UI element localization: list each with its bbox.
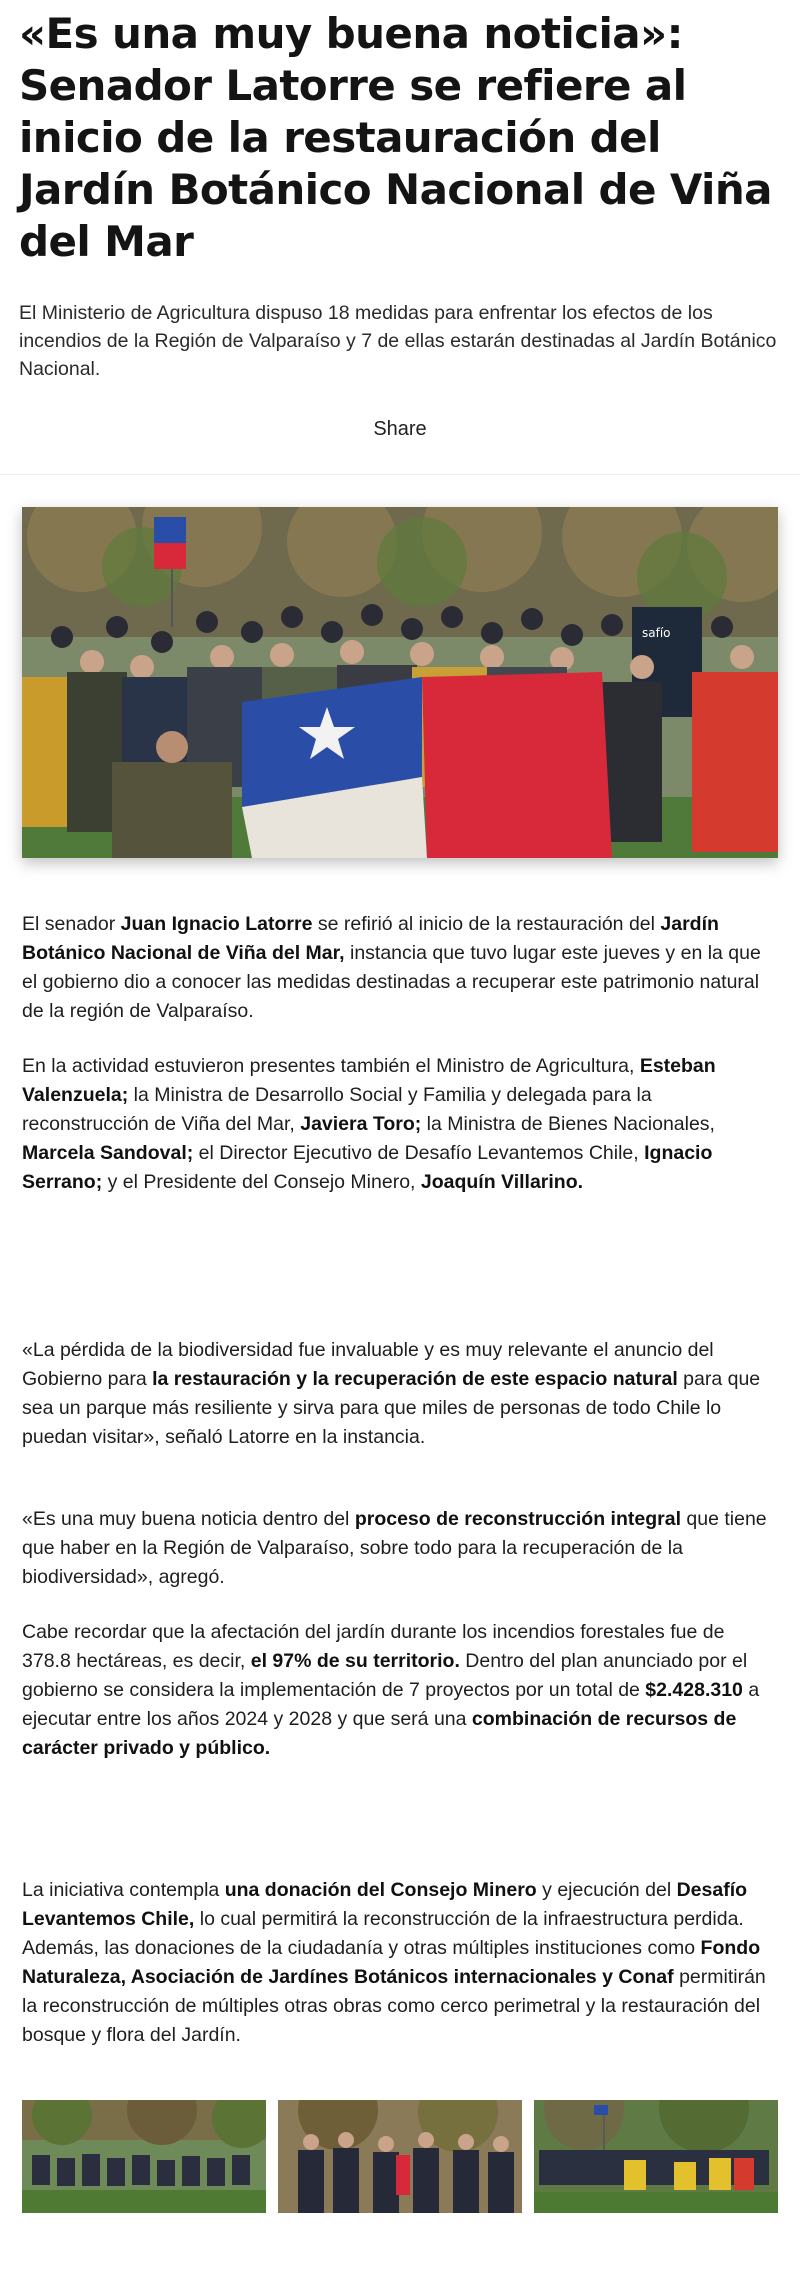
article-lede: El Ministerio de Agricultura dispuso 18 medidas para enfrentar los efectos de los incendios de la Región de Valparaíso y 7 de ellas estarán destinadas al Jardín Botánico Nacional. — [19, 302, 777, 380]
text-run: el Director Ejecutivo de Desafío Levantemos Chile, — [193, 1142, 645, 1164]
text-run: Dentro del plan anunciado por el gobierno se considera la implementación de 7 proyectos por un total de — [22, 1650, 748, 1701]
paragraph-3 — [22, 1336, 778, 1452]
text-run: «Es una muy buena noticia dentro del — [22, 1508, 355, 1530]
text-run: El senador — [22, 913, 121, 935]
text-run: se refirió al inicio de la restauración del — [312, 913, 661, 935]
text-run: lo cual permitirá la reconstrucción de la infraestructura perdida. Además, las donaciones de la ciudadanía y otras múltiples instituciones como — [22, 1908, 744, 1959]
text-run: y el Presidente del Consejo Minero, — [102, 1171, 421, 1193]
text-run: «La pérdida de la biodiversidad fue invaluable y es muy relevante el anuncio del Gobierno para — [22, 1339, 714, 1390]
bold-text-run: $2.428.310 — [645, 1679, 743, 1701]
text-run: a ejecutar entre los años 2024 y 2028 y que será una — [22, 1679, 760, 1730]
text-run: instancia que tuvo lugar este jueves y en la que el gobierno dio a conocer las medidas destinadas a recuperar este patrimonio natural de la región de Valparaíso. — [22, 942, 761, 1022]
paragraph-2 — [22, 1052, 778, 1197]
text-run: En la actividad estuvieron presentes también el Ministro de Agricultura, — [22, 1055, 640, 1077]
bold-text-run: Esteban Valenzuela; — [22, 1055, 716, 1106]
bold-text-run: una donación del Consejo Minero — [224, 1879, 537, 1901]
text-run: la Ministra de Desarrollo Social y Familia y delegada para la reconstrucción de Viña del Mar, — [22, 1084, 652, 1135]
article-title: «Es una muy buena noticia»: Senador Latorre se refiere al inicio de la restauración del Jardín Botánico Nacional de Viña del Mar — [19, 9, 772, 266]
gallery-thumb-3[interactable] — [534, 2100, 778, 2213]
bold-text-run: Javiera Toro; — [300, 1113, 422, 1135]
bold-text-run: Jardín Botánico Nacional de Viña del Mar, — [22, 913, 719, 964]
text-run: que tiene que haber en la Región de Valparaíso, sobre todo para la recuperación de la biodiversidad», agregó. — [22, 1508, 767, 1588]
bold-text-run: proceso de reconstrucción integral — [354, 1508, 681, 1530]
text-run: y ejecución del — [536, 1879, 677, 1901]
share-divider — [0, 474, 800, 475]
gallery-thumb-3-illustration — [534, 2100, 778, 2213]
gallery-thumb-1[interactable] — [22, 2100, 266, 2213]
bold-text-run: el 97% de su territorio. — [250, 1650, 460, 1672]
bold-text-run: Fondo Naturaleza, Asociación de Jardínes Botánicos internacionales y Conaf — [22, 1937, 761, 1988]
event-banner-text: safío — [642, 626, 671, 640]
hero-photo-illustration — [22, 507, 778, 858]
bold-text-run: Juan Ignacio Latorre — [120, 913, 313, 935]
text-run: Cabe recordar que la afectación del jardín durante los incendios forestales fue de 378.8 hectáreas, es decir, — [22, 1621, 725, 1672]
text-run: La iniciativa contempla — [22, 1879, 225, 1901]
bold-text-run: Marcela Sandoval; — [22, 1142, 194, 1164]
bold-text-run: Ignacio Serrano; — [22, 1142, 713, 1193]
text-run: la Ministra de Bienes Nacionales, — [421, 1113, 715, 1135]
gallery-thumb-2[interactable] — [278, 2100, 522, 2213]
gallery-thumb-1-illustration — [22, 2100, 266, 2213]
paragraph-6 — [22, 1876, 778, 2050]
paragraph-4 — [22, 1505, 778, 1592]
bold-text-run: combinación de recursos de carácter privado y público. — [22, 1708, 737, 1759]
bold-text-run: Joaquín Villarino. — [420, 1171, 584, 1193]
gallery-thumb-2-illustration — [278, 2100, 522, 2213]
chilean-flag — [242, 672, 612, 858]
paragraph-1 — [22, 910, 778, 1026]
bold-text-run: la restauración y la recuperación de este espacio natural — [152, 1368, 678, 1390]
text-run: permitirán la reconstrucción de múltiples otras obras como cerco perimetral y la restauración del bosque y flora del Jardín. — [22, 1966, 766, 2046]
share-button[interactable]: Share — [373, 418, 427, 440]
hero-photo[interactable] — [22, 507, 778, 858]
bold-text-run: Desafío Levantemos Chile, — [22, 1879, 748, 1930]
text-run: para que sea un parque más resiliente y sirva para que miles de personas de todo Chile lo puedan visitar», señaló Latorre en la instancia. — [22, 1368, 761, 1448]
paragraph-5 — [22, 1618, 778, 1763]
